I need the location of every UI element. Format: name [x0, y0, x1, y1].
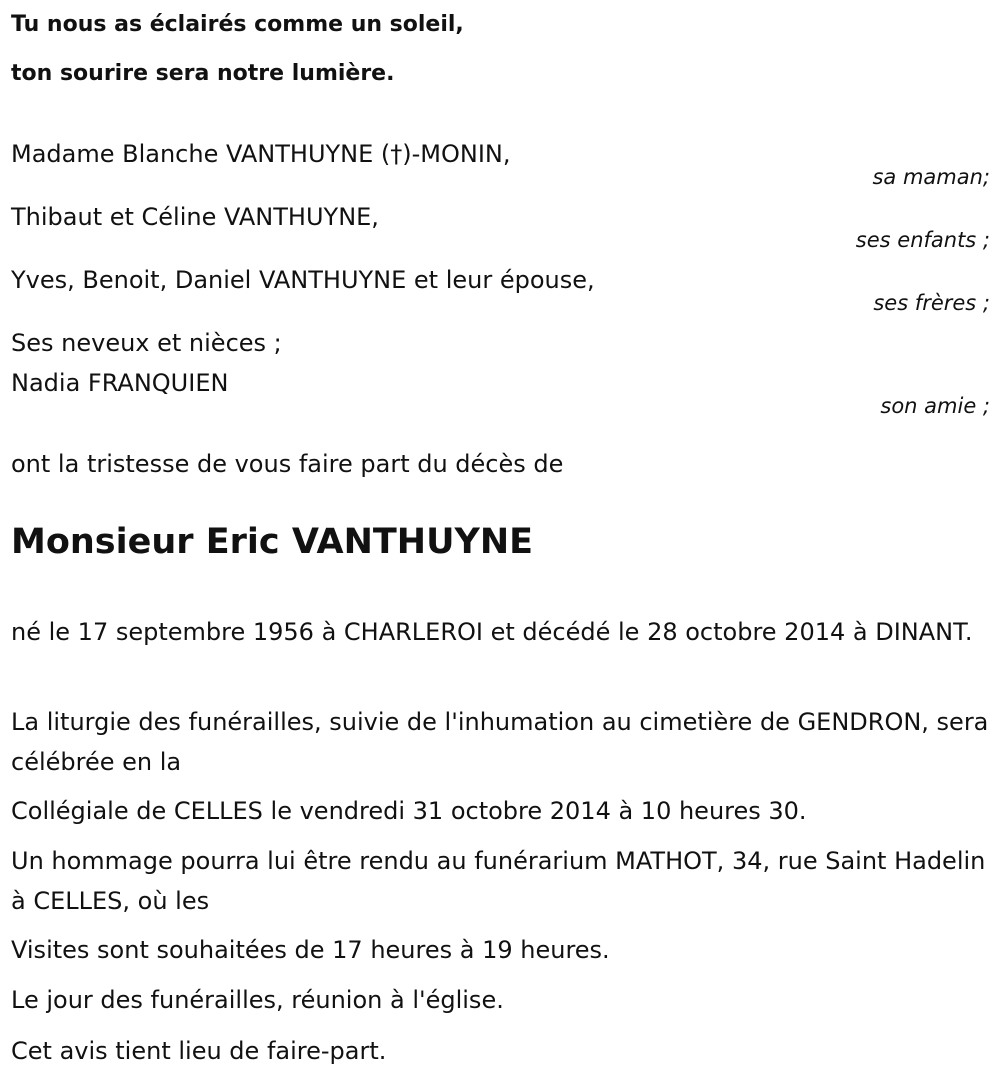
family-member-mother: Madame Blanche VANTHUYNE (†)-MONIN,: [11, 140, 511, 168]
relation-children: ses enfants ;: [855, 228, 990, 252]
detail-birth-death: né le 17 septembre 1956 à CHARLEROI et décédé le 28 octobre 2014 à DINANT.: [11, 618, 973, 646]
detail-meeting: Le jour des funérailles, réunion à l'église.: [11, 986, 504, 1014]
family-member-nephews-nieces: Ses neveux et nièces ;: [11, 329, 282, 357]
relation-brothers: ses frères ;: [873, 291, 990, 315]
epigraph-line-1: Tu nous as éclairés comme un soleil,: [11, 12, 464, 37]
detail-ceremony-date: Collégiale de CELLES le vendredi 31 octobre 2014 à 10 heures 30.: [11, 797, 807, 825]
announcement-text: ont la tristesse de vous faire part du décès de: [11, 450, 564, 478]
relation-friend: son amie ;: [880, 394, 990, 418]
detail-liturgy: La liturgie des funérailles, suivie de l'inhumation au cimetière de GENDRON, sera célébrée en la: [11, 708, 989, 776]
deceased-name: Monsieur Eric VANTHUYNE: [11, 522, 534, 562]
relation-mother: sa maman;: [872, 165, 990, 189]
detail-tribute: Un hommage pourra lui être rendu au funérarium MATHOT, 34, rue Saint Hadelin à CELLES, où les: [11, 847, 986, 915]
family-member-friend: Nadia FRANQUIEN: [11, 369, 229, 397]
detail-notice: Cet avis tient lieu de faire-part.: [11, 1037, 387, 1065]
family-member-children: Thibaut et Céline VANTHUYNE,: [11, 203, 379, 231]
family-member-brothers: Yves, Benoit, Daniel VANTHUYNE et leur épouse,: [11, 266, 595, 294]
detail-visiting-hours: Visites sont souhaitées de 17 heures à 19 heures.: [11, 936, 610, 964]
epigraph-line-2: ton sourire sera notre lumière.: [11, 61, 395, 86]
